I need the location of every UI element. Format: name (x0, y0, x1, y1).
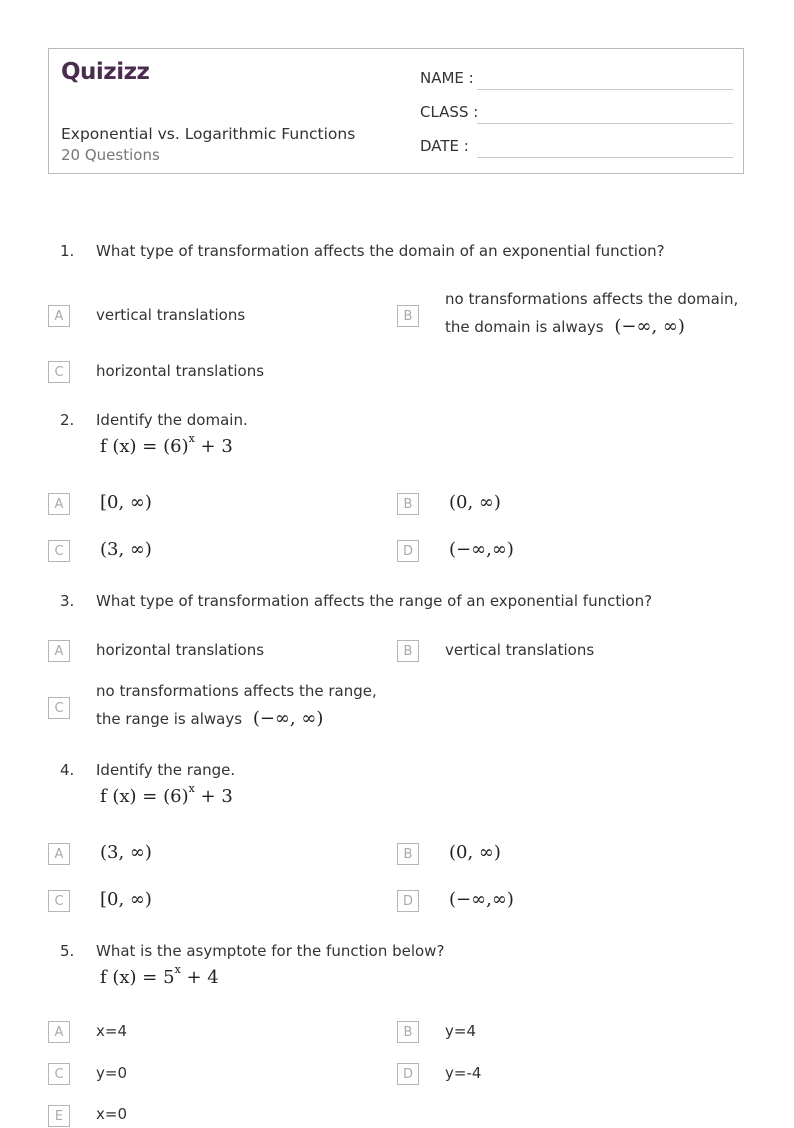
name-label: NAME : (420, 69, 474, 87)
option-text[interactable]: x=0 (96, 1105, 127, 1123)
question-text: What type of transformation affects the range of an exponential function? (96, 592, 653, 610)
question-text: What is the asymptote for the function below? (96, 942, 445, 960)
date-label: DATE : (420, 137, 469, 155)
question-formula (100, 782, 233, 807)
option-letter-badge[interactable]: B (397, 1021, 419, 1043)
question-formula (100, 963, 219, 988)
question-number: 4. (60, 761, 75, 779)
option-text[interactable]: x=4 (96, 1022, 127, 1040)
quizizz-logo: Quizizz (61, 59, 150, 85)
formula-base: f (x) = 5 (100, 967, 175, 988)
formula-base: f (x) = (6) (100, 436, 189, 457)
formula-exponent: x (188, 782, 195, 795)
option-letter-badge[interactable]: B (397, 493, 419, 515)
option-letter-badge[interactable]: C (48, 361, 70, 383)
formula-tail: + 3 (194, 436, 233, 457)
option-letter-badge[interactable]: A (48, 1021, 70, 1043)
formula-base: f (x) = (6) (100, 786, 189, 807)
formula-tail: + 4 (180, 967, 219, 988)
option-text[interactable]: y=0 (96, 1064, 127, 1082)
option-text-line2[interactable] (445, 313, 685, 341)
question-number: 2. (60, 411, 75, 429)
worksheet-header (48, 48, 744, 174)
formula-exponent: x (188, 432, 195, 445)
date-line[interactable] (477, 157, 733, 158)
option-letter-badge[interactable]: D (397, 890, 419, 912)
formula-tail: + 3 (194, 786, 233, 807)
class-label: CLASS : (420, 103, 479, 121)
option-math: (−∞, ∞) (252, 708, 324, 729)
option-math[interactable]: (3, ∞) (100, 842, 152, 863)
question-number: 5. (60, 942, 75, 960)
option-letter-badge[interactable]: B (397, 305, 419, 327)
option-letter-badge[interactable]: C (48, 540, 70, 562)
option-letter-badge[interactable]: D (397, 1063, 419, 1085)
option-math[interactable]: [0, ∞) (100, 889, 152, 910)
option-letter-badge[interactable]: A (48, 305, 70, 327)
option-text-line2[interactable] (96, 705, 323, 733)
question-text: Identify the domain. (96, 411, 248, 429)
question-count: 20 Questions (61, 146, 160, 164)
option-math[interactable]: (0, ∞) (449, 492, 501, 513)
option-math[interactable]: (0, ∞) (449, 842, 501, 863)
option-math[interactable]: (3, ∞) (100, 539, 152, 560)
option-text[interactable]: vertical translations (96, 306, 246, 324)
option-letter-badge[interactable]: A (48, 640, 70, 662)
option-text[interactable]: no transformations affects the range, (96, 682, 377, 700)
option-text[interactable]: no transformations affects the domain, (445, 290, 739, 308)
question-text: What type of transformation affects the domain of an exponential function? (96, 242, 665, 260)
option-letter-badge[interactable]: E (48, 1105, 70, 1127)
worksheet-title: Exponential vs. Logarithmic Functions (61, 125, 356, 143)
class-line[interactable] (477, 123, 733, 124)
question-formula (100, 432, 233, 457)
formula-exponent: x (174, 963, 181, 976)
option-math: (−∞, ∞) (614, 316, 685, 337)
option-letter-badge[interactable]: C (48, 697, 70, 719)
option-text: the range is always (96, 710, 243, 728)
option-letter-badge[interactable]: B (397, 843, 419, 865)
option-letter-badge[interactable]: B (397, 640, 419, 662)
option-letter-badge[interactable]: C (48, 1063, 70, 1085)
option-text: the domain is always (445, 318, 604, 336)
option-text[interactable]: y=4 (445, 1022, 476, 1040)
question-number: 3. (60, 592, 75, 610)
option-letter-badge[interactable]: D (397, 540, 419, 562)
question-text: Identify the range. (96, 761, 236, 779)
option-math[interactable]: [0, ∞) (100, 492, 152, 513)
option-letter-badge[interactable]: C (48, 890, 70, 912)
option-text[interactable]: horizontal translations (96, 362, 265, 380)
option-math[interactable]: (−∞,∞) (449, 539, 514, 560)
name-line[interactable] (477, 89, 733, 90)
option-letter-badge[interactable]: A (48, 843, 70, 865)
question-number: 1. (60, 242, 75, 260)
option-text[interactable]: vertical translations (445, 641, 595, 659)
option-math[interactable]: (−∞,∞) (449, 889, 514, 910)
option-text[interactable]: horizontal translations (96, 641, 265, 659)
option-text[interactable]: y=-4 (445, 1064, 482, 1082)
option-letter-badge[interactable]: A (48, 493, 70, 515)
